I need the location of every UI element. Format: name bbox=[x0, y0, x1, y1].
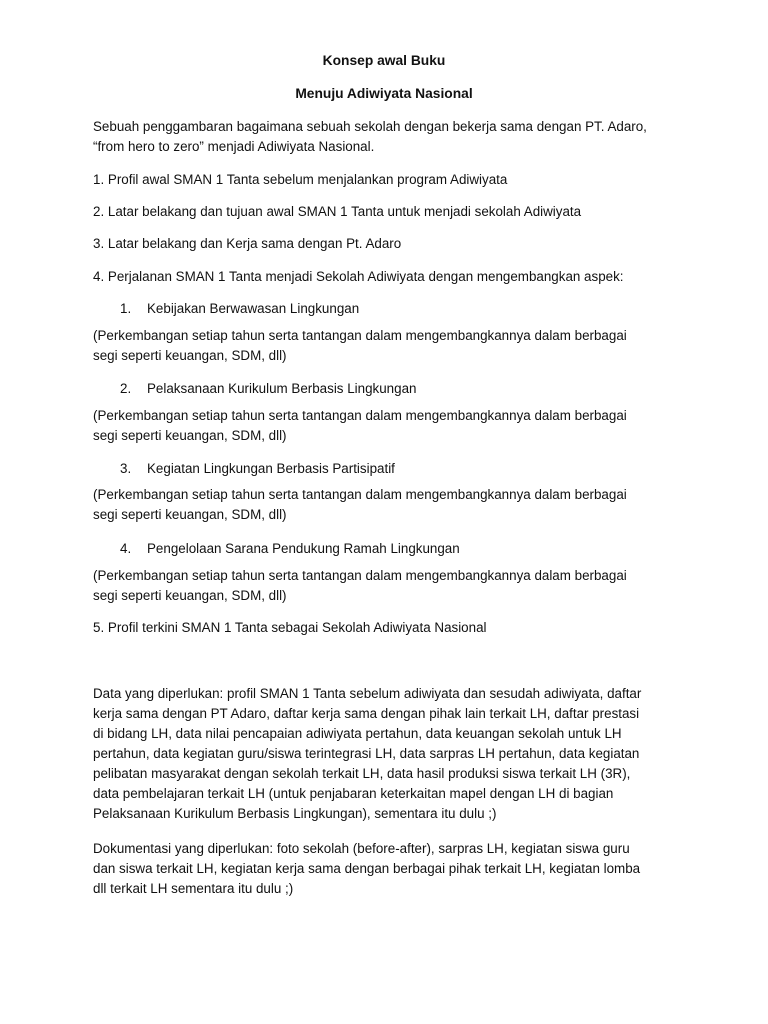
paragraph-line: di bidang LH, data nilai pencapaian adiwiyata pertahun, data keuangan sekolah untuk LH bbox=[93, 726, 622, 741]
aspect-note-line: segi seperti keuangan, SDM, dll) bbox=[93, 428, 287, 443]
aspect-note-line: segi seperti keuangan, SDM, dll) bbox=[93, 507, 287, 522]
aspect-note-line: (Perkembangan setiap tahun serta tantangan dalam mengembangkannya dalam berbagai bbox=[93, 487, 627, 502]
point-4: 4. Perjalanan SMAN 1 Tanta menjadi Sekolah Adiwiyata dengan mengembangkan aspek: bbox=[93, 269, 624, 284]
aspect-number: 2. bbox=[120, 381, 132, 396]
aspect-note-line: segi seperti keuangan, SDM, dll) bbox=[93, 588, 287, 603]
intro-line: Sebuah penggambaran bagaimana sebuah sekolah dengan bekerja sama dengan PT. Adaro, bbox=[93, 119, 647, 134]
aspect-label: Pelaksanaan Kurikulum Berbasis Lingkungan bbox=[147, 381, 417, 396]
document-title: Konsep awal Buku bbox=[322, 53, 446, 68]
aspect-number: 3. bbox=[120, 461, 132, 476]
aspect-note-line: (Perkembangan setiap tahun serta tantangan dalam mengembangkannya dalam berbagai bbox=[93, 408, 627, 423]
data-needed-paragraph bbox=[93, 684, 693, 824]
aspect-note bbox=[93, 326, 693, 366]
aspect-number: 4. bbox=[120, 541, 132, 556]
aspect-item bbox=[120, 459, 395, 479]
paragraph-line: Pelaksanaan Kurikulum Berbasis Lingkungan), sementara itu dulu ;) bbox=[93, 806, 497, 821]
point-2: 2. Latar belakang dan tujuan awal SMAN 1 Tanta untuk menjadi sekolah Adiwiyata bbox=[93, 204, 582, 219]
aspect-item bbox=[120, 539, 460, 559]
paragraph-line: Data yang diperlukan: profil SMAN 1 Tanta sebelum adiwiyata dan sesudah adiwiyata, daftar bbox=[93, 686, 642, 701]
intro-paragraph bbox=[93, 117, 693, 157]
aspect-item bbox=[120, 299, 359, 319]
paragraph-line: dan siswa terkait LH, kegiatan kerja sama dengan berbagai pihak terkait LH, kegiatan lomba bbox=[93, 861, 641, 876]
intro-line: “from hero to zero” menjadi Adiwiyata Nasional. bbox=[93, 139, 375, 154]
aspect-note-line: segi seperti keuangan, SDM, dll) bbox=[93, 348, 287, 363]
aspect-note-line: (Perkembangan setiap tahun serta tantangan dalam mengembangkannya dalam berbagai bbox=[93, 328, 627, 343]
aspect-number: 1. bbox=[120, 301, 132, 316]
document-subtitle: Menuju Adiwiyata Nasional bbox=[295, 86, 473, 101]
paragraph-line: data pembelajaran terkait LH (untuk penjabaran keterkaitan mapel dengan LH di bagian bbox=[93, 786, 614, 801]
paragraph-line: dll terkait LH sementara itu dulu ;) bbox=[93, 881, 294, 896]
point-1: 1. Profil awal SMAN 1 Tanta sebelum menjalankan program Adiwiyata bbox=[93, 172, 508, 187]
documentation-paragraph bbox=[93, 839, 693, 899]
point-3: 3. Latar belakang dan Kerja sama dengan Pt. Adaro bbox=[93, 236, 402, 251]
paragraph-line: kerja sama dengan PT Adaro, daftar kerja sama dengan pihak lain terkait LH, daftar prestasi bbox=[93, 706, 640, 721]
aspect-note bbox=[93, 406, 693, 446]
aspect-item bbox=[120, 379, 416, 399]
aspect-label: Kebijakan Berwawasan Lingkungan bbox=[147, 301, 360, 316]
aspect-note bbox=[93, 485, 693, 525]
aspect-label: Kegiatan Lingkungan Berbasis Partisipatif bbox=[147, 461, 395, 476]
paragraph-line: Dokumentasi yang diperlukan: foto sekolah (before-after), sarpras LH, kegiatan siswa guru bbox=[93, 841, 630, 856]
aspect-note bbox=[93, 566, 693, 606]
aspect-label: Pengelolaan Sarana Pendukung Ramah Lingkungan bbox=[147, 541, 460, 556]
paragraph-line: pertahun, data kegiatan guru/siswa terintegrasi LH, data sarpras LH pertahun, data kegiatan bbox=[93, 746, 640, 761]
aspect-note-line: (Perkembangan setiap tahun serta tantangan dalam mengembangkannya dalam berbagai bbox=[93, 568, 627, 583]
paragraph-line: pelibatan masyarakat dengan sekolah terkait LH, data hasil produksi siswa terkait LH (3R), bbox=[93, 766, 631, 781]
point-5: 5. Profil terkini SMAN 1 Tanta sebagai Sekolah Adiwiyata Nasional bbox=[93, 620, 487, 635]
